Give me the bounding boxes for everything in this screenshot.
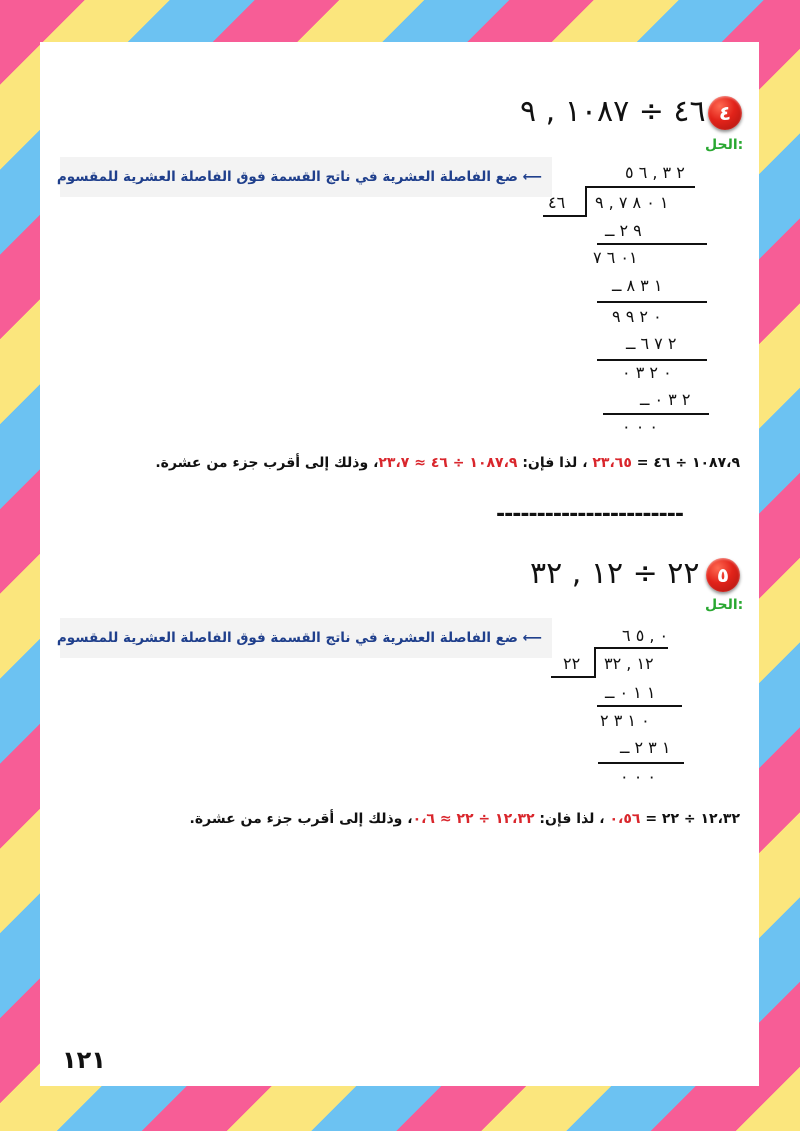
problem-5-step-3: ١ ٣ ٢ ــ <box>620 738 671 757</box>
problem-4-summary-prefix: ١٠٨٧،٩ ÷ ٤٦ = <box>636 455 740 471</box>
problem-5-step-2: ٠ ١ ٣ ٢ <box>600 711 650 730</box>
section-separator: ----------------------- <box>496 502 684 527</box>
problem-4-step-3: ١ ٣ ٨ ــ <box>612 276 663 295</box>
problem-4-step-7: ٢ ٣ ٠ ــ <box>640 390 691 409</box>
problem-4-step-line-3 <box>597 359 707 361</box>
problem-4-summary-result: ٢٣،٦٥ <box>592 455 632 471</box>
problem-5-division-bracket <box>594 647 596 677</box>
problem-4-summary-mid: ، لذا فإن: <box>522 455 588 471</box>
problem-4-step-8: ٠ ٠ ٠ <box>622 417 658 436</box>
problem-4-summary-approx: ١٠٨٧،٩ ÷ ٤٦ ≈ ٢٣،٧ <box>378 455 518 471</box>
problem-5-summary <box>190 811 740 827</box>
problem-4-divisor-line <box>543 215 587 217</box>
problem-4-summary-suffix: ، وذلك إلى أقرب جزء من عشرة. <box>155 455 379 471</box>
problem-4-number-badge: ٤ <box>708 96 742 130</box>
problem-4-step-5: ٢ ٧ ٦ ــ <box>626 334 677 353</box>
problem-5-step-4: ٠ ٠ ٠ <box>620 767 656 786</box>
problem-5-note: ⟵ ضع الفاصلة العشرية في ناتج القسمة فوق الفاصلة العشرية للمقسوم <box>60 618 552 658</box>
problem-4-note: ⟵ ضع الفاصلة العشرية في ناتج القسمة فوق الفاصلة العشرية للمقسوم <box>60 157 552 197</box>
problem-5-summary-approx: ١٢،٣٢ ÷ ٢٢ ≈ ٠،٦ <box>412 811 535 827</box>
problem-5-dividend: ١٢ , ٣٢ <box>604 654 654 673</box>
problem-5-divisor-line <box>551 676 596 678</box>
problem-4-solution-label: الحل: <box>705 137 744 153</box>
page-number: ١٢١ <box>62 1046 106 1074</box>
problem-4-summary <box>155 455 740 471</box>
problem-4-division-bracket <box>585 186 587 216</box>
problem-4-quotient: ٢ ٣ , ٦ ٥ <box>625 163 685 182</box>
problem-5-summary-suffix: ، وذلك إلى أقرب جزء من عشرة. <box>189 811 413 827</box>
problem-4-quotient-line <box>585 186 695 188</box>
problem-5-divisor: ٢٢ <box>563 654 581 673</box>
problem-4-step-line-4 <box>603 413 709 415</box>
problem-5-summary-mid: ، لذا فإن: <box>539 811 605 827</box>
problem-4-step-4: ٠ ٢ ٩ ٩ <box>612 307 662 326</box>
problem-5-summary-prefix: ١٢،٣٢ ÷ ٢٢ = <box>645 811 740 827</box>
problem-5-step-line-1 <box>597 705 682 707</box>
problem-5-quotient-line <box>594 647 668 649</box>
problem-4-dividend: ١ ٠ ٨ ٧ , ٩ <box>595 193 669 212</box>
problem-5-quotient: ٠ , ٥ ٦ <box>622 626 669 645</box>
problem-4-step-6: ٠ ٢ ٣ ٠ <box>622 363 672 382</box>
problem-4-expression: ٤٦ ÷ ١٠٨٧ , ٩ <box>520 94 706 129</box>
problem-4-divisor: ٤٦ <box>548 193 566 212</box>
problem-4-step-line-2 <box>597 301 707 303</box>
problem-5-solution-label: الحل: <box>705 597 744 613</box>
problem-4-step-line-1 <box>597 243 707 245</box>
problem-5-summary-result: ٠،٥٦ <box>609 811 641 827</box>
problem-5-number-badge: ٥ <box>706 558 740 592</box>
problem-4-step-2: ٠١ ٦ ٧ <box>593 248 638 267</box>
problem-5-expression: ٢٢ ÷ ١٢ , ٣٢ <box>530 556 700 591</box>
problem-5-step-line-2 <box>598 762 684 764</box>
problem-4-step-1: ٩ ٢ ــ <box>605 221 642 240</box>
problem-5-step-1: ١ ١ ٠ ــ <box>605 683 656 702</box>
